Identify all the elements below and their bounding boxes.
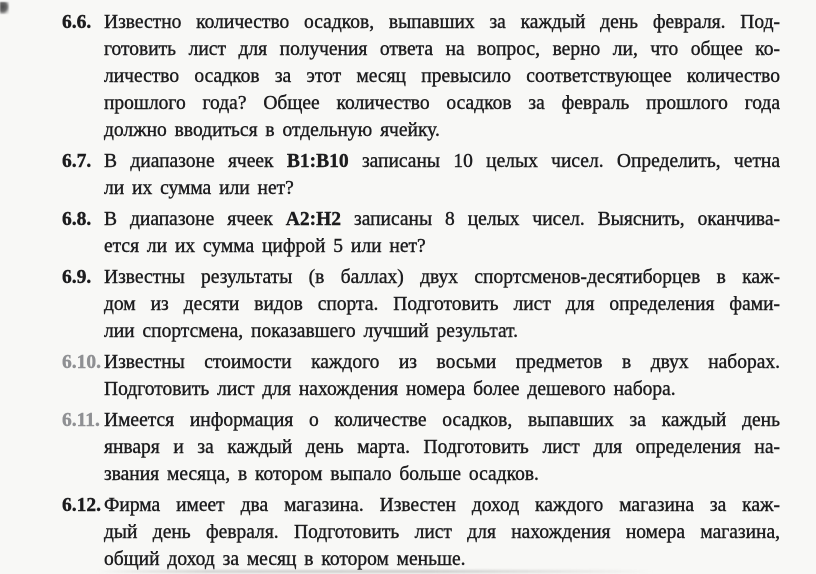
text-line (104, 264, 780, 291)
text-segment: января и за каждый день марта. Подготовить лист для определения на- (104, 437, 780, 458)
text-segment: дом из десяти видов спорта. Подготовить лист для определения фами- (104, 294, 780, 315)
problem-item (62, 492, 780, 573)
problem-item (62, 407, 780, 488)
problem-item (62, 349, 780, 403)
text-line (104, 546, 780, 573)
problem-number: 6.10. (62, 352, 101, 373)
text-segment: Подготовить лист для нахождения номера более дешевого набора. (104, 379, 676, 400)
text-line (104, 175, 780, 202)
problem-number: 6.9. (62, 267, 92, 288)
problem-number: 6.6. (62, 12, 92, 33)
text-line (104, 461, 780, 488)
problem-text (104, 407, 780, 488)
text-segment: ется ли их сумма цифрой 5 или нет? (104, 236, 426, 257)
text-line (104, 206, 780, 233)
scan-smudge-artifact (0, 2, 9, 14)
problem-item (62, 9, 780, 144)
text-segment: Известны стоимости каждого из восьми предметов в двух наборах. (104, 352, 780, 373)
text-line (104, 117, 780, 144)
text-line (104, 318, 780, 345)
text-line (104, 148, 780, 175)
cell-range: A2:H2 (285, 209, 342, 230)
text-segment: Имеется информация о количестве осадков, выпавших за каждый день (104, 410, 780, 431)
problem-number: 6.7. (62, 151, 92, 172)
text-segment: лии спортсмена, показавшего лучший результат. (104, 321, 519, 342)
problem-text (104, 148, 780, 202)
text-line (104, 376, 780, 403)
text-segment: В диапазоне ячеек (104, 209, 286, 230)
problem-number: 6.12. (62, 495, 101, 516)
text-segment: готовить лист для получения ответа на вопрос, верно ли, что общее ко- (104, 39, 780, 60)
text-segment: В диапазоне ячеек (104, 151, 287, 172)
text-line (104, 233, 780, 260)
text-segment: Фирма имеет два магазина. Известен доход каждого магазина за каж- (104, 495, 780, 516)
text-segment: Известно количество осадков, выпавших за каждый день февраля. Под- (104, 12, 780, 33)
problem-number: 6.8. (62, 209, 92, 230)
text-segment: ли их сумма или нет? (104, 178, 294, 199)
text-line (104, 9, 780, 36)
problem-item (62, 264, 780, 345)
problem-number: 6.11. (62, 410, 100, 431)
text-segment: записаны 10 целых чисел. Определить, четна (348, 151, 780, 172)
text-line (104, 492, 780, 519)
problem-item (62, 148, 780, 202)
problem-text (104, 264, 780, 345)
cell-range: B1:B10 (286, 151, 349, 172)
text-line (104, 63, 780, 90)
text-line (104, 519, 780, 546)
problem-item (62, 206, 780, 260)
problem-text (104, 9, 780, 144)
problem-text (104, 206, 780, 260)
text-segment: личество осадков за этот месяц превысило соответствующее количество (104, 66, 780, 87)
text-segment: прошлого года? Общее количество осадков за февраль прошлого года (104, 93, 780, 114)
text-segment: должно вводиться в отдельную ячейку. (104, 120, 440, 141)
text-segment: общий доход за месяц в котором меньше. (104, 549, 466, 570)
problem-text (104, 349, 780, 403)
text-segment: звания месяца, в котором выпало больше осадков. (104, 464, 539, 485)
text-segment: дый день февраля. Подготовить лист для нахождения номера магазина, (104, 522, 780, 543)
text-segment: Известны результаты (в баллах) двух спортсменов-десятиборцев в каж- (104, 267, 780, 288)
text-line (104, 407, 780, 434)
text-line (104, 349, 780, 376)
text-line (104, 90, 780, 117)
text-segment: записаны 8 целых чисел. Выяснить, оканчива- (341, 209, 780, 230)
text-line (104, 291, 780, 318)
problem-text (104, 492, 780, 573)
text-line (104, 36, 780, 63)
text-line (104, 434, 780, 461)
